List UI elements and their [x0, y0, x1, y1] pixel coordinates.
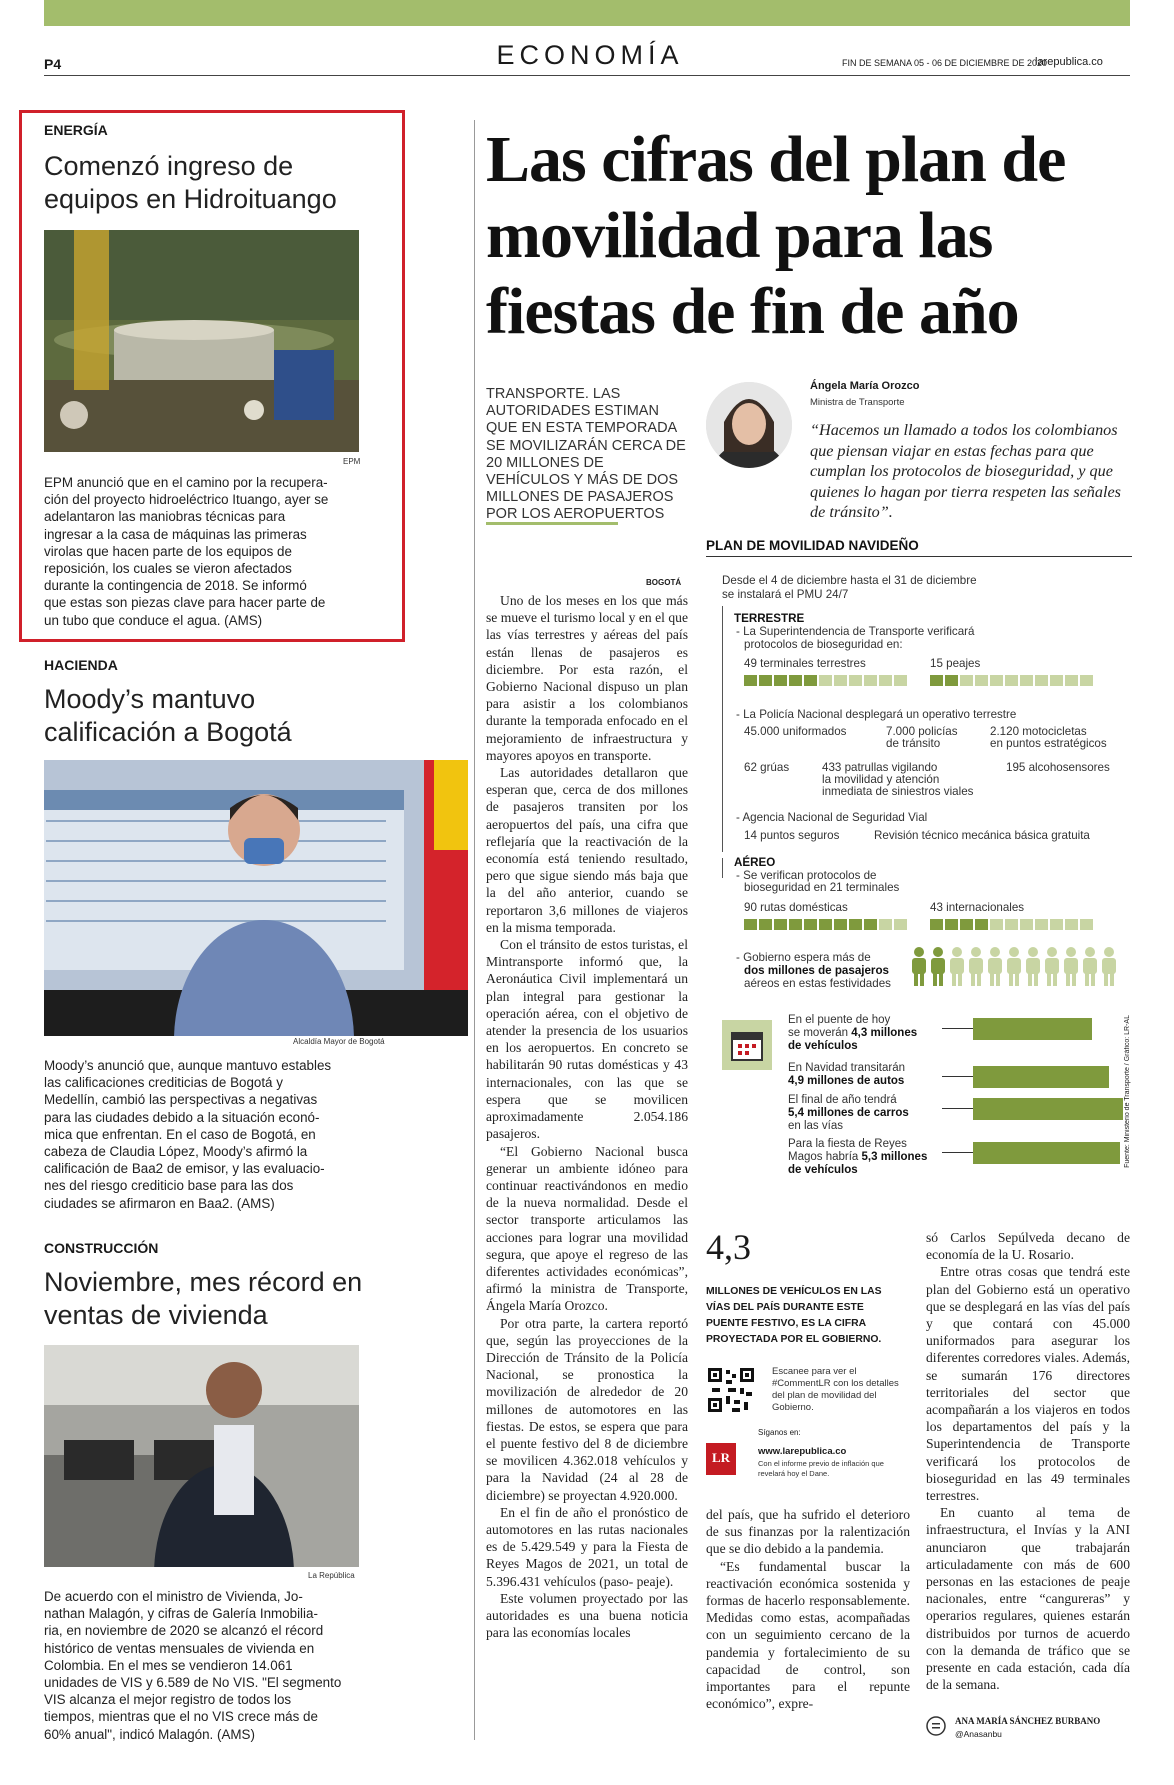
- body-line: reposición, los cuales se vieron afectados: [44, 561, 292, 577]
- photo-credit-construccion: La República: [308, 1571, 355, 1580]
- plan-dates: Desde el 4 de diciembre hasta el 31 de diciembre: [722, 574, 977, 587]
- vehicle-review-label: Revisión técnico mecánica básica gratuita: [874, 829, 1090, 842]
- person-icon: [950, 947, 964, 986]
- article-title-hacienda[interactable]: Moody’s mantuvo calificación a Bogotá: [44, 684, 292, 747]
- body-line: histórico de ventas mensuales de vivienda en: [44, 1640, 315, 1656]
- unit-square: [1005, 919, 1018, 930]
- main-headline[interactable]: Las cifras del plan de movilidad para las fiestas de fin de año: [486, 123, 1066, 348]
- article-paragraph: “Es fundamental buscar la reactivación económica sostenida y formas de hacerlo responsablemente. Medidas como estas, acompañadas con un seguimiento cercano de la pandemia y fortalecimiento de su capacidad de control, son importantes para el repunte económico”, expre-: [706, 1558, 910, 1712]
- unit-square: [1065, 675, 1078, 686]
- quote-role: Ministra de Transporte: [810, 397, 905, 408]
- unit-square: [849, 675, 862, 686]
- road-safety-agency: - Agencia Nacional de Seguridad Vial: [736, 811, 928, 824]
- kicker-energia: ENERGÍA: [44, 122, 108, 138]
- unit-square: [819, 675, 832, 686]
- body-line: tiempos, mientras que el no VIS crece más de: [44, 1709, 318, 1725]
- unit-square: [1035, 919, 1048, 930]
- body-line: para las ciudades debido a la situación econó-: [44, 1109, 320, 1125]
- motorcycles-label-2: en puntos estratégicos: [990, 737, 1107, 750]
- unit-square: [1035, 675, 1048, 686]
- lr-logo: LR: [706, 1443, 736, 1475]
- photo-credit-hacienda: Alcaldía Mayor de Bogotá: [293, 1037, 385, 1046]
- unit-square: [834, 675, 847, 686]
- person-icon: [1083, 947, 1097, 986]
- body-line: EPM anunció que en el camino por la recupera-: [44, 475, 328, 490]
- minister-portrait: [706, 382, 792, 468]
- unit-square: [744, 919, 757, 930]
- unit-square: [789, 919, 802, 930]
- graphic-source: Fuente: Ministerio de Transporte / Gráfico: LR-AL: [1124, 1015, 1131, 1168]
- top-color-bar: [44, 0, 1130, 26]
- traffic-police-label-2: de tránsito: [886, 737, 941, 750]
- article-paragraph: Uno de los meses en los que más se mueve el turismo local y en el que las vías terrestres y aéreas del país están llenas de pasajeros es diciembre. Por esta razón, el Gobierno Nacional dispuso un plan para asistir a los colombianos durante la temporada enfocado en el mejoramiento de infraestructura y mayores apoyos en transporte.: [486, 593, 688, 763]
- person-icon: [931, 947, 945, 986]
- body-line: 60% anual", indicó Malagón. (AMS): [44, 1726, 255, 1742]
- projection-leader-line: [942, 1108, 974, 1109]
- header-rule: [44, 75, 1130, 76]
- unit-square: [1050, 919, 1063, 930]
- passengers-line-3: aéreos en estas festividades: [744, 977, 891, 990]
- unit-square: [960, 919, 973, 930]
- kicker-hacienda: HACIENDA: [44, 657, 118, 673]
- byline: ANA MARÍA SÁNCHEZ BURBANO: [955, 1716, 1101, 1726]
- vehicle-projection-chart: [706, 1010, 1132, 1205]
- air-protocol-line-1: - Se verifican protocolos de: [736, 869, 877, 882]
- unit-square: [789, 675, 802, 686]
- unit-square: [759, 675, 772, 686]
- section-title: ECONOMÍA: [496, 40, 684, 70]
- person-icon: [969, 947, 983, 986]
- article-paragraph: del país, que ha sufrido el deterioro de sus finanzas por la ralentización que se dio debido a la pandemia.: [706, 1507, 910, 1557]
- article-paragraph: “El Gobierno Nacional busca generar un ambiente idóneo para continuar reactivándonos en medio de la nueva normalidad. Desde el sector transporte articulamos las acciones para lograr una movilidad segura, que apoye el regreso de las diferentes actividades económicas”, afirmó la ministra de Transporte, Ángela María Orozco.: [486, 1143, 688, 1314]
- unit-square: [894, 675, 907, 686]
- article-paragraph: só Carlos Sepúlveda decano de economía de la U. Rosario.: [926, 1230, 1130, 1263]
- uniformed-label: 45.000 uniformados: [744, 725, 847, 738]
- terrestre-header: TERRESTRE: [734, 612, 805, 625]
- motorcycles-label-1: 2.120 motocicletas: [990, 725, 1087, 738]
- deck-underline: [486, 522, 618, 525]
- body-line: ción del proyecto hidroeléctrico Ituango, ayer se: [44, 492, 329, 508]
- article-column-3: [926, 1229, 1130, 1693]
- body-line: mica que enfrentan. En el caso de Bogotá, en: [44, 1126, 316, 1142]
- body-line: nathan Malagón, y cifras de Galería Inmobilia-: [44, 1606, 318, 1622]
- person-icon: [988, 947, 1002, 986]
- projection-label: El final de año tendrá 5,4 millones de carros en las vías: [788, 1094, 909, 1132]
- unit-square: [759, 919, 772, 930]
- body-line: nes del riesgo crediticio base para las dos: [44, 1178, 294, 1194]
- kicker-construccion: CONSTRUCCIÓN: [44, 1240, 159, 1256]
- unit-square: [975, 675, 988, 686]
- tolls-label: 15 peajes: [930, 657, 981, 670]
- person-icon: [1007, 947, 1021, 986]
- follow-label: Síganos en:: [758, 1428, 801, 1437]
- unit-square: [960, 675, 973, 686]
- body-line: durante la contingencia de 2018. Se informó: [44, 578, 307, 594]
- air-protocol-line-2: bioseguridad en 21 terminales: [744, 881, 900, 894]
- article-paragraph: Las autoridades detallaron que esperan que, cerca de dos millones de pasajeros transiten por los aeropuertos del país, una cifra que reflejaría que la reactivación de la economía está teniendo resultado, pero que sigue siendo más baja que la del año anterior, cuando se reportaron 3,6 millones de viajeros en la misma temporada.: [486, 765, 688, 935]
- patrols-label-3: inmediata de siniestros viales: [822, 785, 974, 798]
- unit-square: [804, 675, 817, 686]
- photo-credit-energia: EPM: [343, 457, 361, 466]
- lr-note: Con el informe previo de inflación que revelará hoy el Dane.: [758, 1459, 884, 1478]
- safe-points-label: 14 puntos seguros: [744, 829, 840, 842]
- body-line: VIS alcanza el mejor registro de todos los: [44, 1692, 292, 1708]
- site-url[interactable]: larepublica.co: [1035, 56, 1103, 68]
- aereo-header: AÉREO: [734, 856, 776, 869]
- calendar-icon: [730, 1028, 764, 1062]
- breathalyzers-label: 195 alcohosensores: [1006, 761, 1110, 774]
- body-line: unidades de VIS y 6.589 de No VIS. "El segmento: [44, 1675, 342, 1691]
- big-number-caption: MILLONES DE VEHÍCULOS EN LAS VÍAS DEL PAÍS DURANTE ESTE PUENTE FESTIVO, ES LA CIFRA PROYECTADA POR EL GOBIERNO.: [706, 1286, 882, 1345]
- unit-square: [1080, 675, 1093, 686]
- police-operation: - La Policía Nacional desplegará un operativo terrestre: [736, 708, 1017, 721]
- projection-bar: [973, 1018, 1092, 1040]
- issue-date: FIN DE SEMANA 05 - 06 DE DICIEMBRE DE 2020: [842, 58, 1048, 68]
- unit-square: [774, 919, 787, 930]
- projection-leader-line: [942, 1076, 974, 1077]
- unit-square: [1050, 675, 1063, 686]
- quote-author: Ángela María Orozco: [810, 380, 920, 392]
- body-line: virolas que hacen parte de los equipos de: [44, 543, 292, 559]
- unit-square: [819, 919, 832, 930]
- page-number: P4: [44, 56, 62, 72]
- article-paragraph: Por otra parte, la cartera reportó que, según las proyecciones de la Dirección de Tránsito de la Policía Nacional, se pronostica la movilización de alrededor de 20 millones de automotores en las fiestas. De estos, se espera que para el puente festivo del 8 de diciembre se movilicen 4.362.018 vehículos y para la Navidad (24 al 28 de diciembre) se proyectan 4.920.000.: [486, 1315, 688, 1503]
- unit-square: [774, 675, 787, 686]
- body-line: cabeza de Claudia López, Moody’s afirmó la: [44, 1144, 308, 1160]
- unit-square: [975, 919, 988, 930]
- qr-caption: Escanee para ver el #CommentLR con los detalles del plan de movilidad del Gobierno.: [772, 1366, 899, 1413]
- projection-leader-line: [942, 1152, 974, 1153]
- column-rule: [474, 120, 475, 1740]
- article-paragraph: En cuanto al tema de infraestructura, el Invías y la ANI anunciaron que trabajarán articuladamente con más de 600 personas en las estaciones de peaje nacionales, entre “cangureras” y operarios regulares, quienes estarán distribuidos por turnos de acuerdo con la demanda de tráfico que se presente en cada estación, cada día de la semana.: [926, 1505, 1130, 1693]
- article-column-2: [706, 1506, 910, 1712]
- unit-square: [864, 919, 877, 930]
- passengers-line-1: - Gobierno espera más de: [736, 951, 871, 964]
- article-title-energia[interactable]: Comenzó ingreso de equipos en Hidroituango: [44, 151, 337, 214]
- projection-bar: [973, 1066, 1109, 1088]
- passengers-line-2: dos millones de pasajeros: [744, 964, 889, 977]
- unit-square: [1020, 919, 1033, 930]
- unit-square: [804, 919, 817, 930]
- person-icon: [1045, 947, 1059, 986]
- body-line: ciudades se afirmaron en Baa2. (AMS): [44, 1195, 275, 1211]
- projection-bar: [973, 1142, 1120, 1164]
- unit-square: [1065, 919, 1078, 930]
- person-icon: [1102, 947, 1116, 986]
- unit-square: [1020, 675, 1033, 686]
- body-line: De acuerdo con el ministro de Vivienda, Jo-: [44, 1589, 303, 1604]
- person-icon: [1064, 947, 1078, 986]
- article-paragraph: Este volumen proyectado por las autoridades es una buena noticia para las economías locales: [486, 1590, 688, 1641]
- body-line: un tubo que conduce el agua. (AMS): [44, 612, 263, 628]
- unit-square: [744, 675, 757, 686]
- article-body-hacienda: [44, 1057, 364, 1212]
- domestic-routes-label: 90 rutas domésticas: [744, 901, 848, 914]
- lr-site-link[interactable]: www.larepublica.co: [758, 1446, 847, 1457]
- body-line: adelantaron las maniobras técnicas para: [44, 509, 286, 525]
- article-body-energia: [44, 474, 364, 629]
- terminals-label: 49 terminales terrestres: [744, 657, 866, 670]
- article-column-1: [486, 592, 688, 1641]
- unit-square: [879, 675, 892, 686]
- unit-square: [1080, 919, 1093, 930]
- body-line: las calificaciones crediticias de Bogotá y: [44, 1075, 283, 1091]
- body-line: que estas son piezas clave para hacer parte de: [44, 595, 326, 611]
- twitter-handle[interactable]: @Anasanbu: [955, 1729, 1002, 1739]
- unit-square: [879, 919, 892, 930]
- body-line: ingresar a la casa de máquinas las primeras: [44, 526, 307, 542]
- infographic-title: PLAN DE MOVILIDAD NAVIDEÑO: [706, 538, 919, 553]
- unit-square: [864, 675, 877, 686]
- body-line: ria, en noviembre de 2020 se alcanzó el récord: [44, 1623, 324, 1639]
- bogota-mayor-photo: [44, 760, 468, 1036]
- cranes-label: 62 grúas: [744, 761, 790, 774]
- minister-office-photo: [44, 1345, 359, 1567]
- mobility-plan-infographic: [706, 538, 1132, 990]
- unit-square: [945, 675, 958, 686]
- traffic-police-label-1: 7.000 policías: [886, 725, 958, 738]
- unit-square: [945, 919, 958, 930]
- patrols-label-2: la movilidad y atención: [822, 773, 940, 786]
- projection-label: En Navidad transitarán 4,9 millones de autos: [788, 1062, 905, 1087]
- projection-label: Para la fiesta de Reyes Magos habría 5,3 millones de vehículos: [788, 1138, 928, 1176]
- passengers-people-icon: [908, 946, 1132, 988]
- patrols-label-1: 433 patrullas vigilando: [822, 761, 938, 774]
- supertransporte-line-2: protocolos de bioseguridad en:: [744, 638, 903, 651]
- projection-label: En el puente de hoy se moverán 4,3 millones de vehículos: [788, 1014, 918, 1052]
- unit-square: [1005, 675, 1018, 686]
- person-icon: [1026, 947, 1040, 986]
- unit-square: [990, 919, 1003, 930]
- plan-pmu: se instalará el PMU 24/7: [722, 588, 849, 601]
- projection-bar: [973, 1098, 1123, 1120]
- unit-square: [930, 675, 943, 686]
- body-line: calificación de Baa2 de emisor, y las evaluacio-: [44, 1161, 325, 1177]
- article-paragraph: En el fin de año el pronóstico de automotores en las rutas nacionales es de 5.429.549 y para la Fiesta de Reyes Magos de 2021, un total de 5.396.431 vehículos (paso- peaje).: [486, 1504, 688, 1589]
- article-title-construccion[interactable]: Noviembre, mes récord en ventas de vivienda: [44, 1267, 363, 1330]
- body-line: Moody’s anunció que, aunque mantuvo estables: [44, 1058, 332, 1073]
- article-paragraph: Entre otras cosas que tendrá este plan del Gobierno está un operativo que se desplegará en las vías del país y que contará con 45.000 uniformados para asegurar los diferentes corredores viales. Además, se sumarán 176 directores territoriales del sector que acompañarán a los viajeros en todos los departamentos del país y la Superintendencia de Transporte verificará los protocolos de bioseguridad en las 49 terminales terrestres.: [926, 1264, 1130, 1504]
- big-number: 4,3: [706, 1227, 751, 1267]
- projection-leader-line: [942, 1028, 974, 1029]
- article-deck: TRANSPORTE. LAS AUTORIDADES ESTIMAN QUE EN ESTA TEMPORADA SE MOVILIZARÁN CERCA DE 20 MILLONES DE VEHÍCULOS Y MÁS DE DOS MILLONES DE PASAJEROS POR LOS AEROPUERTOS: [486, 386, 686, 523]
- article-body-construccion: [44, 1588, 364, 1743]
- international-routes-label: 43 internacionales: [930, 901, 1025, 914]
- hidroituango-photo: [44, 230, 359, 452]
- unit-square: [894, 919, 907, 930]
- body-line: Colombia. En el mes se vendieron 14.061: [44, 1657, 293, 1673]
- person-icon: [912, 947, 926, 986]
- article-paragraph: Con el tránsito de estos turistas, el Mintransporte informó que, la Aeronáutica Civil implementará un plan integral para gestionar la operación aérea, con el objetivo de atender la presencia de los usuarios en los aeropuertos. En concreto se habilitarán 90 rutas domésticas y 43 internacionales, con las que se espera que se movilicen aproximadamente 2.054.186 pasajeros.: [486, 937, 688, 1142]
- unit-square: [834, 919, 847, 930]
- unit-square: [990, 675, 1003, 686]
- qr-code[interactable]: [706, 1366, 756, 1414]
- unit-square: [849, 919, 862, 930]
- unit-square: [930, 919, 943, 930]
- comment-icon: [926, 1716, 946, 1736]
- supertransporte-line-1: - La Superintendencia de Transporte verificará: [736, 625, 975, 638]
- body-line: Medellín, cambió las perspectivas a negativas: [44, 1092, 318, 1108]
- dateline: BOGOTÁ: [646, 578, 682, 587]
- pull-quote: “Hacemos un llamado a todos los colombianos que piensan viajar en estas fechas para que cumplan los protocolos de bioseguridad, y que quienes lo hagan por tierra respeten las señales de tránsito”.: [810, 421, 1121, 522]
